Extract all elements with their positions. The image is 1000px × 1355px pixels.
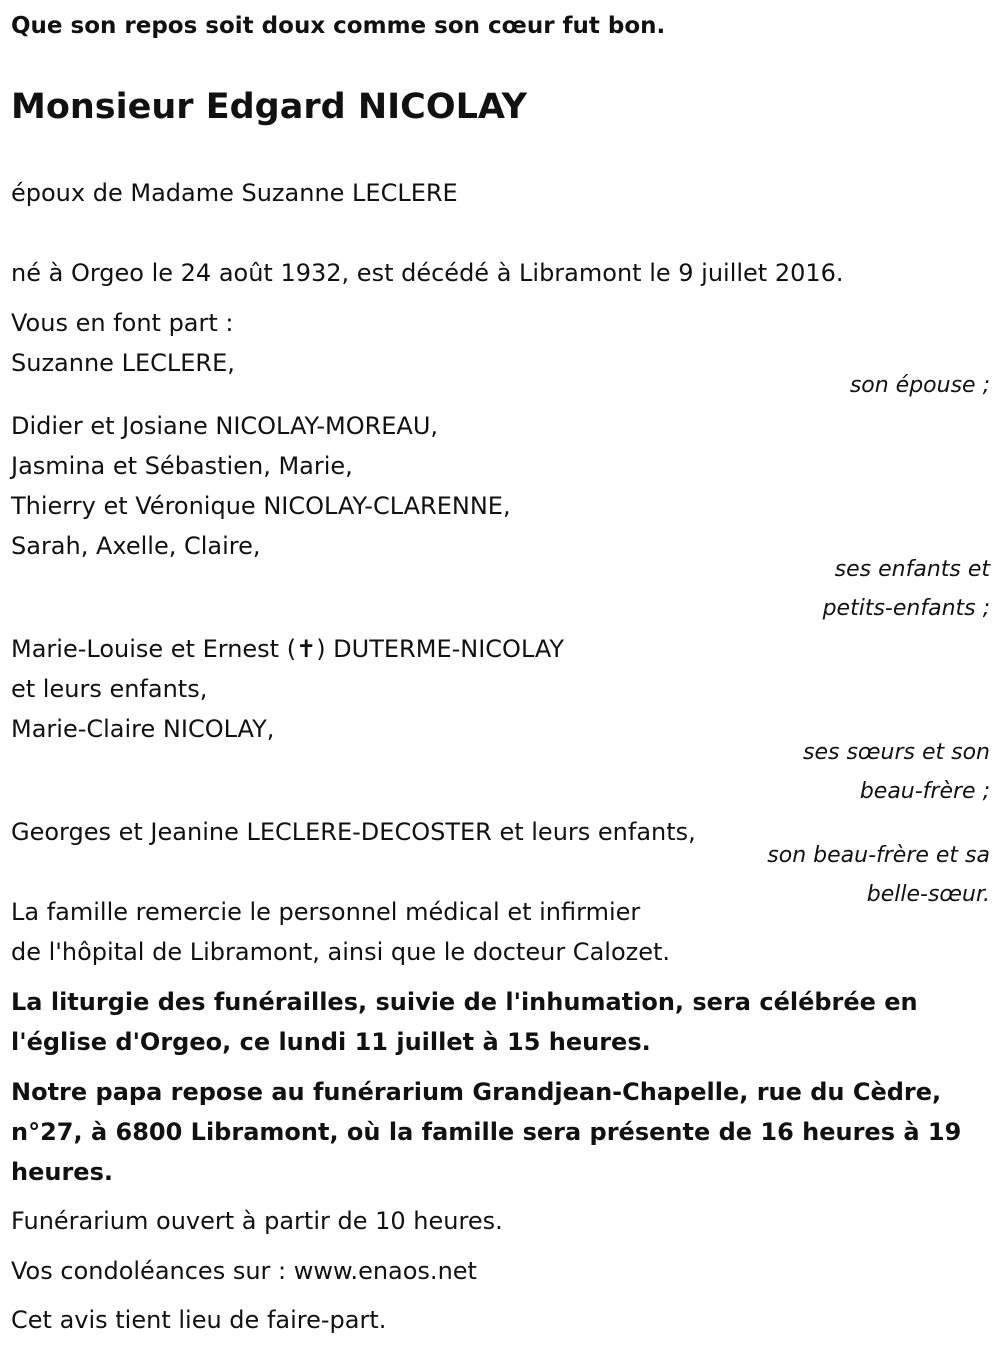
family-line: et leurs enfants, (11, 675, 208, 703)
repose-line: n°27, à 6800 Libramont, où la famille sera présente de 16 heures à 19 (11, 1118, 962, 1146)
family-line: Sarah, Axelle, Claire, (11, 532, 261, 560)
family-line: Marie-Claire NICOLAY, (11, 715, 275, 743)
relation-label: son beau-frère et sa (767, 843, 990, 868)
liturgy-line: l'église d'Orgeo, ce lundi 11 juillet à 15 heures. (11, 1028, 651, 1056)
family-line: Suzanne LECLERE, (11, 349, 235, 377)
relation-label: son épouse ; (849, 373, 990, 398)
repose-line: Notre papa repose au funérarium Grandjean-Chapelle, rue du Cèdre, (11, 1078, 942, 1106)
family-line: Didier et Josiane NICOLAY-MOREAU, (11, 412, 439, 440)
relation-label: belle-sœur. (866, 882, 990, 907)
relation-label: beau-frère ; (859, 779, 990, 804)
thanks-line: La famille remercie le personnel médical et infirmier (11, 898, 641, 926)
repose-line: heures. (11, 1158, 113, 1186)
thanks-line: de l'hôpital de Libramont, ainsi que le docteur Calozet. (11, 938, 671, 966)
condolences-line: Vos condoléances sur : www.enaos.net (11, 1257, 477, 1285)
funerarium-hours: Funérarium ouvert à partir de 10 heures. (11, 1207, 503, 1235)
relation-label: ses sœurs et son (803, 740, 990, 765)
deceased-name: Monsieur Edgard NICOLAY (11, 87, 527, 127)
closing-line: Cet avis tient lieu de faire-part. (11, 1306, 387, 1334)
family-line: Thierry et Véronique NICOLAY-CLARENNE, (11, 492, 511, 520)
birth-death-line: né à Orgeo le 24 août 1932, est décédé à Libramont le 9 juillet 2016. (11, 259, 844, 287)
relation-label: petits-enfants ; (822, 596, 990, 621)
family-line: Georges et Jeanine LECLERE-DECOSTER et leurs enfants, (11, 818, 696, 846)
relation-label: ses enfants et (834, 557, 990, 582)
spouse-line: époux de Madame Suzanne LECLERE (11, 179, 458, 207)
epigraph: Que son repos soit doux comme son cœur fut bon. (11, 13, 666, 39)
announcement: Vous en font part : (11, 309, 234, 337)
liturgy-line: La liturgie des funérailles, suivie de l'inhumation, sera célébrée en (11, 988, 918, 1016)
family-line: Jasmina et Sébastien, Marie, (11, 452, 353, 480)
family-line: Marie-Louise et Ernest (✝) DUTERME-NICOLAY (11, 635, 565, 663)
